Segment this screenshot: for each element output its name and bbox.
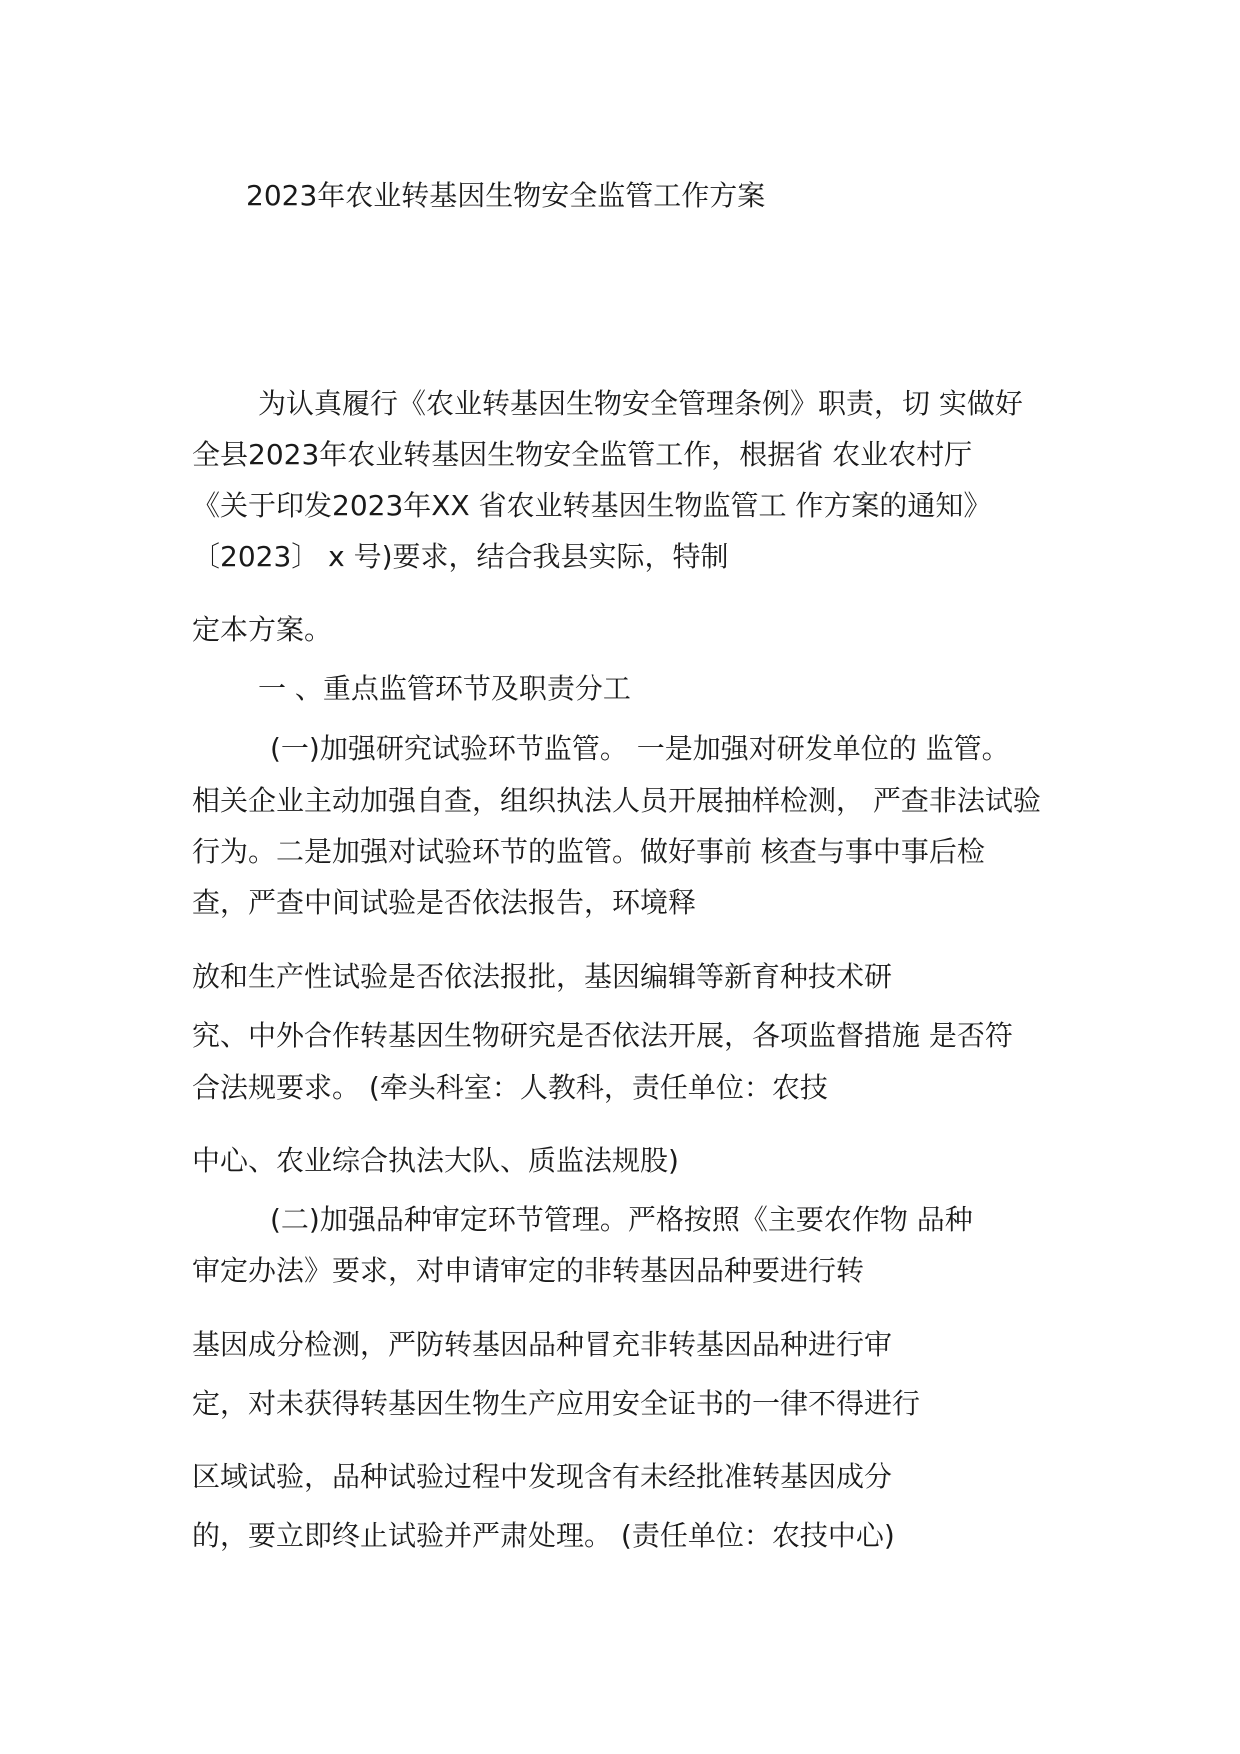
body-line: 定，对未获得转基因生物生产应用安全证书的一律不得进行 xyxy=(192,1387,921,1420)
section-heading: 一 、重点监管环节及职责分工 xyxy=(258,672,631,705)
body-line: 合法规要求。 (牵头科室：人教科，责任单位：农技 xyxy=(192,1071,828,1104)
body-line: 审定办法》要求，对申请审定的非转基因品种要进行转 xyxy=(192,1254,865,1287)
body-line: 相关企业主动加强自查，组织执法人员开展抽样检测， 严查非法试验 xyxy=(192,784,1041,817)
body-line: 中心、农业综合执法大队、质监法规股) xyxy=(192,1144,679,1177)
document-title: 2023年农业转基因生物安全监管工作方案 xyxy=(246,179,766,212)
body-line: 《关于印发2023年XX 省农业转基因生物监管工 作方案的通知》 xyxy=(192,489,992,522)
body-line: (一)加强研究试验环节监管。 一是加强对研发单位的 监管。 xyxy=(270,732,1010,765)
body-line: 定本方案。 xyxy=(192,613,333,646)
body-line: 查，严查中间试验是否依法报告，环境释 xyxy=(192,886,697,919)
body-line: 行为。二是加强对试验环节的监管。做好事前 核查与事中事后检 xyxy=(192,835,985,868)
body-line: (二)加强品种审定环节管理。严格按照《主要农作物 品种 xyxy=(270,1203,973,1236)
body-line: 为认真履行《农业转基因生物安全管理条例》职责，切 实做好 xyxy=(258,387,1023,420)
body-line: 基因成分检测，严防转基因品种冒充非转基因品种进行审 xyxy=(192,1328,893,1361)
body-line: 区域试验，品种试验过程中发现含有未经批准转基因成分 xyxy=(192,1460,893,1493)
body-line: 〔2023〕 x 号)要求，结合我县实际，特制 xyxy=(192,540,729,573)
body-line: 究、中外合作转基因生物研究是否依法开展，各项监督措施 是否符 xyxy=(192,1019,1013,1052)
body-line: 放和生产性试验是否依法报批，基因编辑等新育种技术研 xyxy=(192,960,893,993)
body-line: 全县2023年农业转基因生物安全监管工作，根据省 农业农村厅 xyxy=(192,438,973,471)
body-line: 的，要立即终止试验并严肃处理。 (责任单位：农技中心) xyxy=(192,1519,895,1552)
